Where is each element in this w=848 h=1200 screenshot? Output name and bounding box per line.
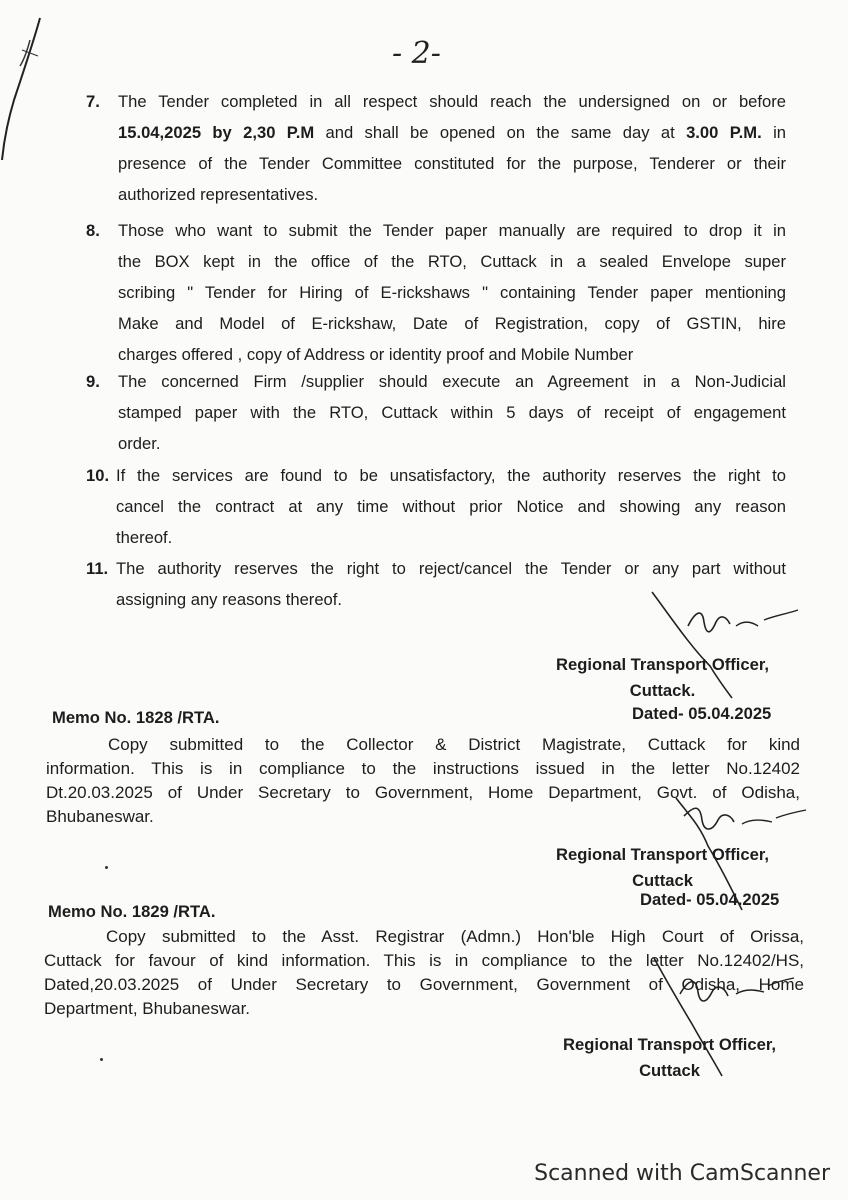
memo-date: Dated- 05.04.2025 [640, 890, 780, 909]
clause-item [86, 215, 786, 370]
scanner-watermark: Scanned with CamScanner [534, 1161, 830, 1186]
clause-line: the BOX kept in the office of the RTO, Cuttack in a sealed Envelope super [118, 252, 786, 271]
margin-pen-mark [0, 0, 60, 180]
emphasis-text: 15.04,2025 by 2,30 P.M [118, 123, 315, 142]
clause-item [86, 460, 786, 553]
officer-title: Regional Transport Officer, [556, 655, 769, 674]
officer-city: Cuttack [632, 871, 693, 890]
clause-number: 11. [86, 559, 109, 578]
officer-city: Cuttack. [629, 681, 696, 700]
officer-title: Regional Transport Officer, [556, 845, 769, 864]
clause-line: Make and Model of E-rickshaw, Date of Registration, copy of GSTIN, hire [118, 314, 786, 333]
clause-line: assigning any reasons thereof. [116, 590, 343, 609]
emphasis-text: 3.00 P.M. [686, 123, 762, 142]
officer-city: Cuttack [639, 1061, 700, 1080]
memo-line: Dated,20.03.2025 of Under Secretary to Government, Government of Odisha, Home [44, 975, 804, 994]
clause-line: The Tender completed in all respect should reach the undersigned on or before [118, 92, 786, 111]
memo-line: Dt.20.03.2025 of Under Secretary to Government, Home Department, Govt. of Odisha, [46, 783, 800, 802]
memo-body [46, 733, 800, 829]
memo-number: Memo No. 1829 /RTA. [48, 902, 216, 921]
memo-line: Bhubaneswar. [46, 807, 154, 826]
clause-number: 9. [86, 372, 100, 391]
speck [100, 1058, 103, 1061]
memo-date: Dated- 05.04.2025 [632, 704, 772, 723]
memo-line: Department, Bhubaneswar. [44, 999, 251, 1018]
clause-line: authorized representatives. [118, 185, 319, 204]
clause-line: If the services are found to be unsatisfactory, the authority reserves the right to [116, 466, 786, 485]
clause-item [86, 366, 786, 459]
memo-line: Copy submitted to the Collector & District Magistrate, Cuttack for kind [108, 735, 800, 754]
clause-line: thereof. [116, 528, 173, 547]
clause-item [86, 86, 786, 210]
memo-line: Copy submitted to the Asst. Registrar (Admn.) Hon'ble High Court of Orissa, [106, 927, 804, 946]
clause-line: presence of the Tender Committee constituted for the purpose, Tenderer or their [118, 154, 786, 173]
clause-line: scribing " Tender for Hiring of E-rickshaws " containing Tender paper mentioning [118, 283, 786, 302]
signature-block [540, 652, 785, 704]
officer-title: Regional Transport Officer, [563, 1035, 776, 1054]
clause-number: 10. [86, 466, 110, 485]
signature-block [540, 842, 785, 894]
clause-line: The concerned Firm /supplier should execute an Agreement in a Non-Judicial [118, 372, 786, 391]
clause-number: 8. [86, 221, 100, 240]
clause-number: 7. [86, 92, 100, 111]
clause-line: order. [118, 434, 161, 453]
clause-line: stamped paper with the RTO, Cuttack within 5 days of receipt of engagement [118, 403, 786, 422]
clause-line: The authority reserves the right to reject/cancel the Tender or any part without [116, 559, 786, 578]
page-number: - 2- [392, 36, 441, 71]
memo-line: Cuttack for favour of kind information. This is in compliance to the letter No.12402/HS, [44, 951, 804, 970]
memo-line: information. This is in compliance to the instructions issued in the letter No.12402 [46, 759, 800, 778]
clause-line: cancel the contract at any time without prior Notice and showing any reason [116, 497, 786, 516]
clause-line: 15.04,2025 by 2,30 P.M and shall be opened on the same day at 3.00 P.M. in [118, 123, 786, 142]
memo-body [44, 925, 804, 1021]
speck [105, 866, 108, 869]
memo-number: Memo No. 1828 /RTA. [52, 708, 220, 727]
clause-line: Those who want to submit the Tender paper manually are required to drop it in [118, 221, 786, 240]
clause-line: charges offered , copy of Address or identity proof and Mobile Number [118, 345, 634, 364]
signature-block [542, 1032, 797, 1084]
